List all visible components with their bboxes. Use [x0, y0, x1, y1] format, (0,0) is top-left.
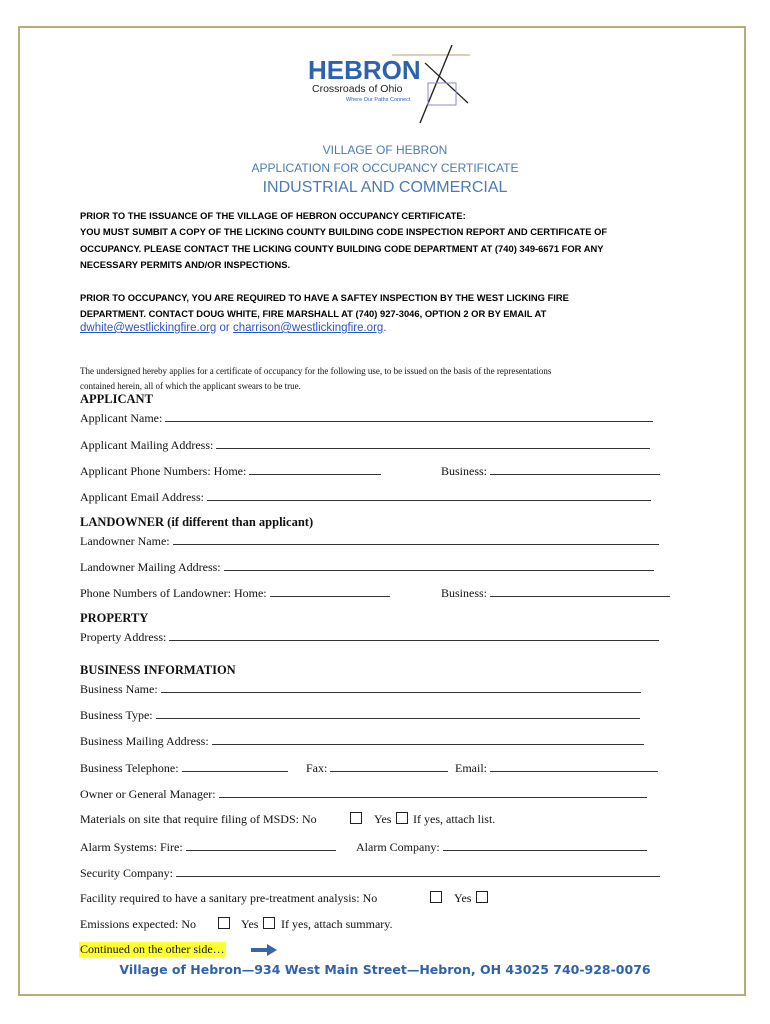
applicant-email-row: [80, 489, 651, 505]
header-title: INDUSTRIAL AND COMMERCIAL: [262, 179, 508, 196]
applicant-business-phone-field[interactable]: [490, 463, 660, 475]
notice-line: OCCUPANCY. PLEASE CONTACT THE LICKING COUNTY BUILDING CODE DEPARTMENT AT (740) 349-6671 FOR ANY: [80, 242, 604, 254]
msds-label: Materials on site that require filing of MSDS: No: [80, 812, 317, 826]
continued-note: Continued on the other side…: [80, 942, 225, 956]
business-mailing-label: Business Mailing Address:: [80, 734, 209, 748]
landowner-name-field[interactable]: [173, 533, 659, 545]
logo-tagline: Crossroads of Ohio: [312, 83, 403, 95]
business-telephone-label: Business Telephone:: [80, 761, 179, 775]
email-link-charrison[interactable]: charrison@westlickingfire.org: [232, 322, 384, 334]
emissions-label: Emissions expected: No: [80, 917, 196, 931]
notice-line: PRIOR TO THE ISSUANCE OF THE VILLAGE OF HEBRON OCCUPANCY CERTIFICATE:: [80, 210, 466, 221]
applicant-name-label: Applicant Name:: [80, 411, 163, 425]
applicant-phone-label: Applicant Phone Numbers: Home:: [80, 464, 247, 478]
sanitary-yes-checkbox[interactable]: [476, 891, 488, 903]
landowner-business-label: Business:: [441, 586, 488, 600]
business-email-label: Email:: [455, 761, 487, 775]
business-name-label: Business Name:: [80, 682, 158, 696]
landowner-business-phone-field[interactable]: [490, 585, 670, 597]
sanitary-label: Facility required to have a sanitary pre-treatment analysis: No: [80, 891, 378, 905]
sanitary-yes-label: Yes: [454, 891, 472, 905]
landowner-business-row: [441, 585, 670, 601]
alarm-company-row: [356, 839, 647, 855]
applicant-email-label: Applicant Email Address:: [80, 490, 204, 504]
alarm-systems-label: Alarm Systems: Fire:: [80, 840, 183, 854]
applicant-name-field[interactable]: [165, 410, 653, 422]
hebron-logo: [300, 45, 470, 125]
email-separator: or: [216, 322, 233, 334]
business-type-row: [80, 707, 640, 723]
building-code-notice: [80, 208, 680, 274]
business-name-row: [80, 681, 641, 697]
applicant-mailing-label: Applicant Mailing Address:: [80, 438, 214, 452]
notice-line: NECESSARY PERMITS AND/OR INSPECTIONS.: [80, 259, 291, 271]
msds-no-checkbox[interactable]: [350, 812, 362, 824]
business-email-row: [455, 760, 658, 776]
intro-line: contained herein, all of which the applicant swears to be true.: [80, 380, 301, 391]
applicant-mailing-row: [80, 437, 650, 453]
alarm-fire-field[interactable]: [186, 839, 336, 851]
property-address-row: [80, 629, 659, 645]
business-fax-label: Fax:: [306, 761, 328, 775]
landowner-home-phone-field[interactable]: [270, 585, 390, 597]
contact-emails: [80, 322, 387, 334]
email-link-dwhite[interactable]: dwhite@westlickingfire.org: [80, 322, 217, 334]
emissions-yes-label: Yes: [241, 917, 259, 931]
owner-manager-field[interactable]: [219, 786, 647, 798]
business-mailing-field[interactable]: [212, 733, 644, 745]
business-mailing-row: [80, 733, 644, 749]
applicant-home-phone-field[interactable]: [249, 463, 381, 475]
property-address-field[interactable]: [169, 629, 659, 641]
business-telephone-field[interactable]: [182, 760, 288, 772]
landowner-phone-label: Phone Numbers of Landowner: Home:: [80, 586, 267, 600]
business-type-field[interactable]: [156, 707, 640, 719]
arrow-right-icon: [251, 943, 277, 957]
applicant-email-field[interactable]: [207, 489, 651, 501]
header-application: APPLICATION FOR OCCUPANCY CERTIFICATE: [251, 161, 519, 175]
applicant-business-label: Business:: [441, 464, 488, 478]
intro-line: The undersigned hereby applies for a certificate of occupancy for the following use, to be issued on the basis of the representations: [80, 366, 552, 376]
logo-title: HEBRON: [308, 55, 421, 85]
business-telephone-row: [80, 760, 288, 776]
applicant-business-row: [441, 463, 660, 479]
landowner-name-label: Landowner Name:: [80, 534, 170, 548]
applicant-mailing-field[interactable]: [216, 437, 650, 449]
emissions-yes-checkbox[interactable]: [263, 917, 275, 929]
landowner-mailing-field[interactable]: [224, 559, 654, 571]
property-heading: PROPERTY: [80, 611, 149, 625]
notice-line: DEPARTMENT. CONTACT DOUG WHITE, FIRE MARSHALL AT (740) 927-3046, OPTION 2 OR BY EMAIL AT: [80, 308, 547, 320]
msds-yes-label: Yes: [374, 812, 392, 826]
sanitary-no-checkbox[interactable]: [430, 891, 442, 903]
property-address-label: Property Address:: [80, 630, 167, 644]
emissions-note: If yes, attach summary.: [281, 917, 393, 931]
applicant-heading: APPLICANT: [80, 392, 153, 406]
fire-inspection-notice: [80, 290, 680, 323]
intro-statement: [80, 364, 680, 393]
msds-note: If yes, attach list.: [413, 812, 496, 826]
alarm-company-label: Alarm Company:: [356, 840, 440, 854]
owner-manager-label: Owner or General Manager:: [80, 787, 216, 801]
landowner-mailing-label: Landowner Mailing Address:: [80, 560, 221, 574]
landowner-phone-row: [80, 585, 390, 601]
owner-manager-row: [80, 786, 647, 802]
security-company-label: Security Company:: [80, 866, 173, 880]
header-village: VILLAGE OF HEBRON: [322, 143, 448, 157]
business-email-field[interactable]: [490, 760, 658, 772]
business-name-field[interactable]: [161, 681, 641, 693]
landowner-heading: LANDOWNER (if different than applicant): [80, 515, 314, 529]
logo-subtagline: Where Our Paths Connect: [346, 97, 411, 103]
business-info-heading: BUSINESS INFORMATION: [80, 663, 236, 677]
landowner-name-row: [80, 533, 659, 549]
notice-line: PRIOR TO OCCUPANCY, YOU ARE REQUIRED TO HAVE A SAFTEY INSPECTION BY THE WEST LICKING FIRE: [80, 292, 569, 303]
business-fax-field[interactable]: [330, 760, 448, 772]
alarm-systems-row: [80, 839, 336, 855]
notice-line: YOU MUST SUMBIT A COPY OF THE LICKING COUNTY BUILDING CODE INSPECTION REPORT AND CERTIFICATE OF: [80, 226, 608, 238]
footer-address: Village of Hebron—934 West Main Street—Hebron, OH 43025 740-928-0076: [119, 962, 651, 977]
applicant-phone-row: [80, 463, 381, 479]
alarm-company-field[interactable]: [443, 839, 647, 851]
security-company-field[interactable]: [176, 865, 660, 877]
security-company-row: [80, 865, 660, 881]
business-type-label: Business Type:: [80, 708, 153, 722]
applicant-name-row: [80, 410, 653, 426]
business-fax-row: [306, 760, 448, 776]
msds-yes-checkbox[interactable]: [396, 812, 408, 824]
landowner-mailing-row: [80, 559, 654, 575]
emissions-no-checkbox[interactable]: [218, 917, 230, 929]
email-period: .: [383, 322, 387, 334]
